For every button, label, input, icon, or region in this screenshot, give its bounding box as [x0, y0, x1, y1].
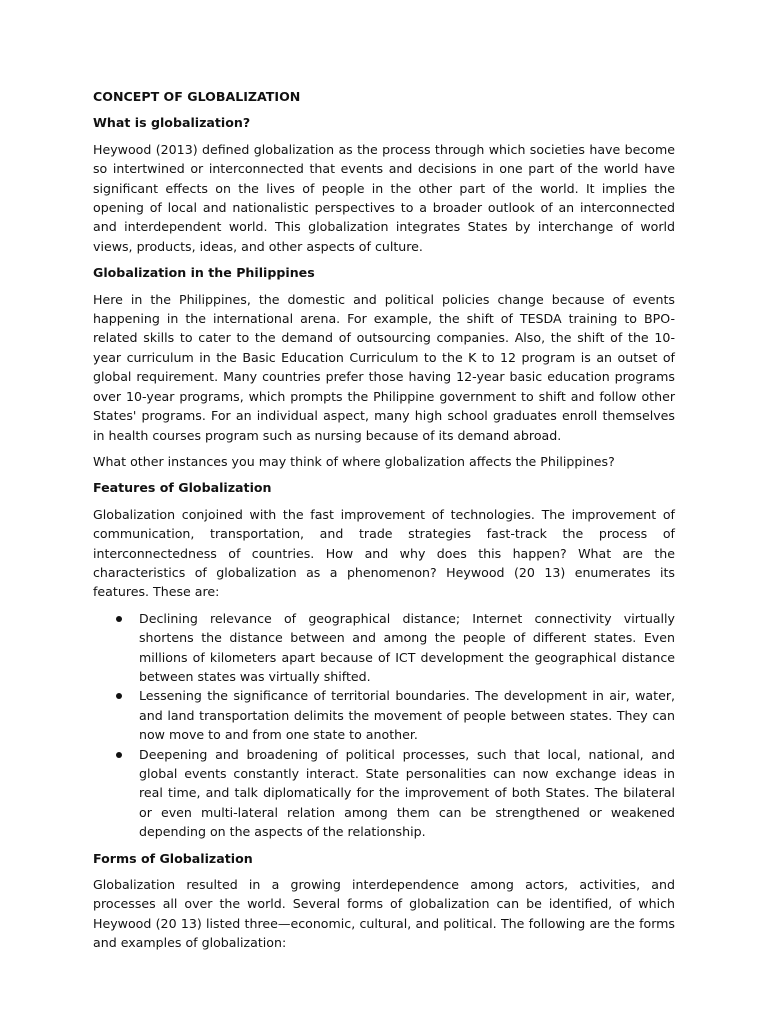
list-item — [139, 686, 675, 744]
section-heading-globalization-in-philippines: Globalization in the Philippines — [93, 265, 315, 281]
document-page — [93, 87, 675, 960]
section-heading-forms: Forms of Globalization — [93, 850, 253, 866]
bullet-icon — [116, 616, 122, 622]
section-heading-what-is-globalization: What is globalization? — [93, 115, 251, 131]
bullet-icon — [116, 693, 122, 699]
list-item-text: Declining relevance of geographical distance; Internet connectivity virtually shortens the distance between and among the people of different states. Even millions of kilometers apart because of ICT development the geographical distance between states was virtually shifted. — [139, 610, 675, 684]
list-item-text: Lessening the significance of territorial boundaries. The development in air, water, and land transportation delimits the movement of people between states. They can now move to and from one state to another. — [139, 688, 675, 743]
features-bullet-list — [93, 609, 675, 842]
bullet-icon — [116, 752, 122, 758]
list-item — [139, 609, 675, 687]
list-item-text: Deepening and broadening of political processes, such that local, national, and global events constantly interact. State personalities can now exchange ideas in real time, and talk diplomatically for the improvement of both States. The bilateral or even multi-lateral relation among them can be strengthened or weakened depending on the aspects of the relationship. — [139, 746, 675, 840]
paragraph-definition: Heywood (2013) defined globalization as the process through which societies have become so intertwined or interconnected that events and decisions in one part of the world have significant effects on the lives of people in the other part of the world. It implies the opening of local and nationalistic perspectives to a broader outlook of an interconnected and interdependent world. This globalization integrates States by interchange of world views, products, ideas, and other aspects of culture. — [93, 141, 675, 254]
document-title: CONCEPT OF GLOBALIZATION — [93, 89, 301, 104]
paragraph-question: What other instances you may think of where globalization affects the Philippines? — [93, 453, 615, 469]
section-heading-features: Features of Globalization — [93, 480, 272, 496]
paragraph-philippines: Here in the Philippines, the domestic and political policies change because of events happening in the international arena. For example, the shift of TESDA training to BPO-related skills to cater to the demand of outsourcing companies. Also, the shift of the 10-year curriculum in the Basic Education Curriculum to the K to 12 program is an outset of global requirement. Many countries prefer those having 12-year basic education programs over 10-year programs, which prompts the Philippine government to shift and follow other States' programs. For an individual aspect, many high school graduates enroll themselves in health courses program such as nursing because of its demand abroad. — [93, 291, 675, 443]
paragraph-features-intro: Globalization conjoined with the fast improvement of technologies. The improvement of communication, transportation, and trade strategies fast-track the process of interconnectedness of countries. How and why does this happen? What are the characteristics of globalization as a phenomenon? Heywood (20 13) enumerates its features. These are: — [93, 506, 675, 600]
paragraph-forms-intro: Globalization resulted in a growing interdependence among actors, activities, and processes all over the world. Several forms of globalization can be identified, of which Heywood (20 13) listed three—economic, cultural, and political. The following are the forms and examples of globalization: — [93, 877, 675, 951]
list-item — [139, 745, 675, 842]
